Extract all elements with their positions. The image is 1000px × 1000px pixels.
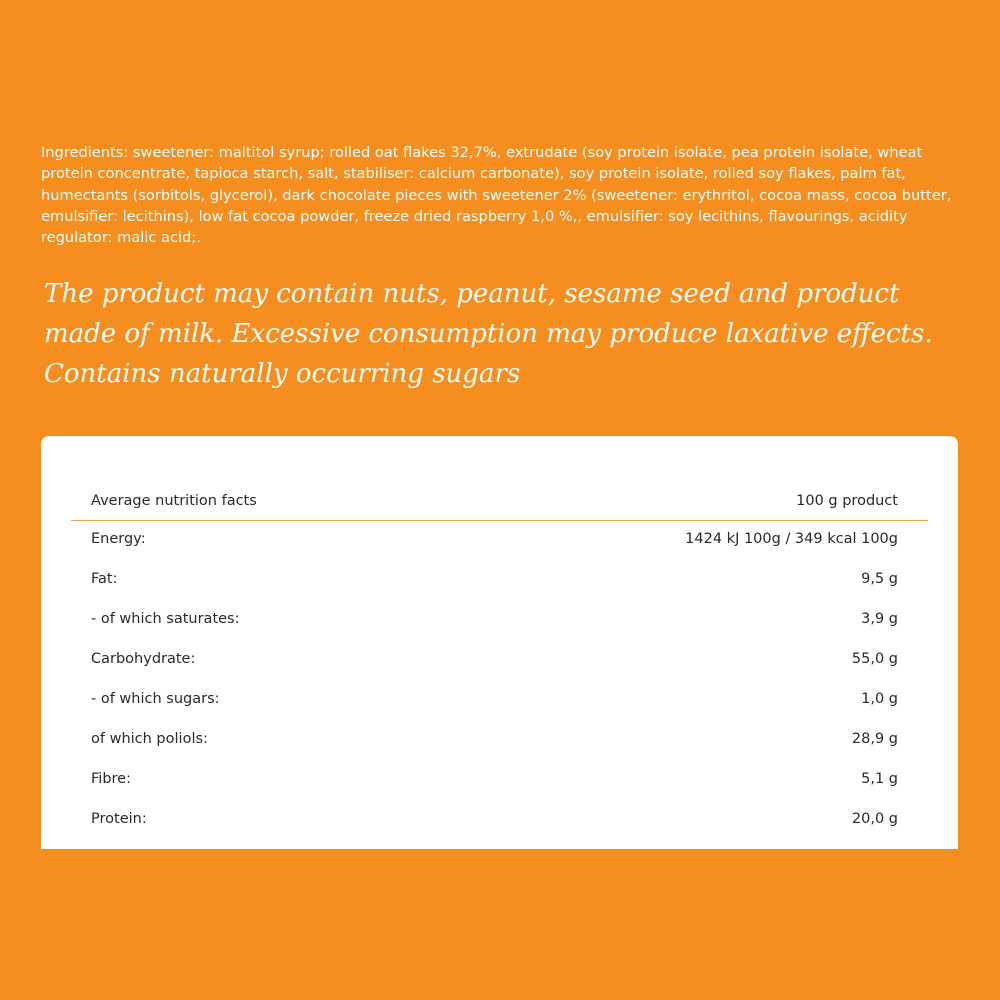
- nutrient-value: 55,0 g: [851, 651, 898, 667]
- nutrient-label: Fat:: [91, 571, 118, 587]
- nutrient-label: of which poliols:: [91, 731, 208, 747]
- nutrition-header-label: Average nutrition facts: [91, 493, 257, 509]
- nutrient-value: 1424 kJ 100g / 349 kcal 100g: [685, 531, 898, 547]
- nutrition-header-row: [71, 486, 928, 521]
- nutrition-rows: [71, 521, 928, 841]
- nutrient-value: 9,5 g: [861, 571, 898, 587]
- nutrition-row-sugars: [71, 681, 928, 721]
- nutrient-label: Protein:: [91, 811, 147, 827]
- nutrient-label: - of which sugars:: [91, 691, 220, 707]
- nutrient-value: 3,9 g: [861, 611, 898, 627]
- nutrient-label: Fibre:: [91, 771, 131, 787]
- nutrient-value: 28,9 g: [851, 731, 898, 747]
- nutrient-label: - of which saturates:: [91, 611, 240, 627]
- nutrition-row-carbohydrate: [71, 641, 928, 681]
- allergen-warning: The product may contain nuts, peanut, sesame seed and product made of milk. Excessive consumption may produce laxative effects. Contains naturally occurring sugars: [44, 279, 933, 389]
- ingredients-text: Ingredients: sweetener: maltitol syrup; rolled oat flakes 32,7%, extrudate (soy protein isolate, pea protein isolate, wheat protein concentrate, tapioca starch, salt, stabiliser: calcium carbonate), soy protein isolate, rolled soy flakes, palm fat, humectants (sorbitols, glycerol), dark chocolate pieces with sweetener 2% (sweetener: erythritol, cocoa mass, cocoa butter, emulsifier: lecithins), low fat cocoa powder, freeze dried raspberry 1,0 %,, emulsifier: soy lecithins, flavourings, acidity regulator: malic acid;.: [41, 144, 952, 247]
- nutrition-row-protein: [71, 801, 928, 841]
- nutrient-value: 5,1 g: [861, 771, 898, 787]
- nutrition-row-poliols: [71, 721, 928, 761]
- nutrition-header-value: 100 g product: [796, 493, 898, 509]
- nutrient-value: 20,0 g: [851, 811, 898, 827]
- nutrition-row-energy: [71, 521, 928, 561]
- nutrient-label: Energy:: [91, 531, 146, 547]
- nutrition-row-fibre: [71, 761, 928, 801]
- nutrition-row-saturates: [71, 601, 928, 641]
- nutrient-value: 1,0 g: [861, 691, 898, 707]
- nutrition-panel: [41, 436, 958, 849]
- nutrition-row-fat: [71, 561, 928, 601]
- nutrient-label: Carbohydrate:: [91, 651, 196, 667]
